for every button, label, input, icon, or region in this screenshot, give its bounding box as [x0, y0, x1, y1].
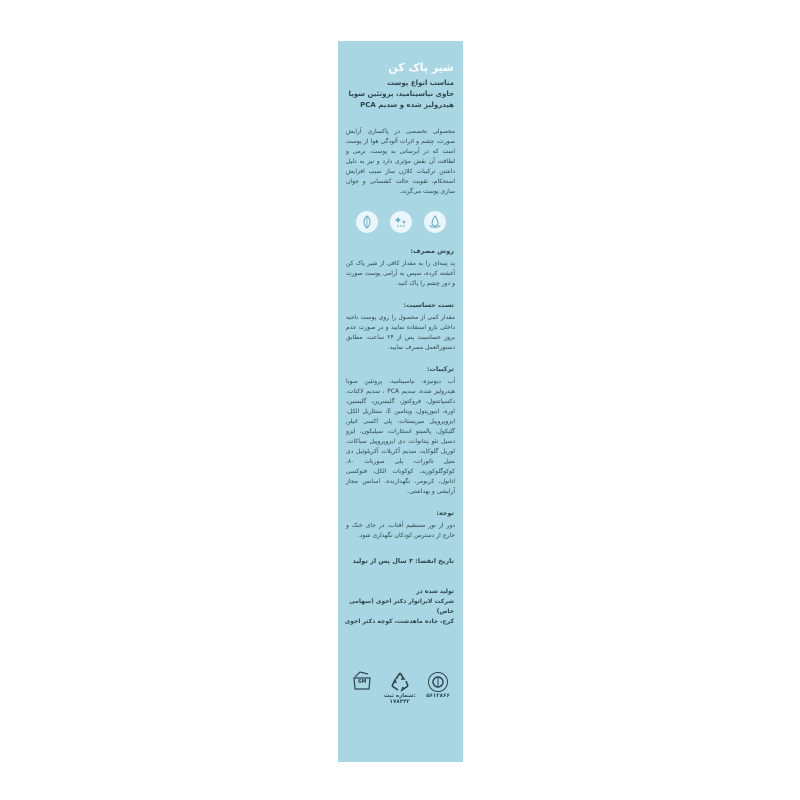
water-drop-icon	[424, 211, 446, 233]
recycle-symbol	[384, 671, 416, 705]
ingredients-heading: ترکیبات:	[426, 365, 454, 373]
producer-info	[344, 587, 454, 627]
sensitivity-heading: تست حساسیت:	[403, 301, 454, 309]
expiry-text: تاریخ انقضا: ۳ سال پس از تولید	[352, 557, 454, 565]
subtitle-line: هیدرولیز شده و سدیم PCA	[360, 101, 454, 109]
ingredients-text: آب دیونیزه، نیاسینامید، پروتئین سویا هیدرولیز شده، سدیم PCA ، سدیم لاکتات، دکسپانتنول، فروکتوز، گلیسرین، گلیسین، اوره، اینوزیتول، ویتامین E، ستئاریل الکل، ایزوپروپیل میریستات، پلی اکسی اتیلن گلیکول، پالمیتو استئارات، سیلیکون، ایزو دسیل نئو پنتانوات، دی ایزوپروپیل سباکات، لوریل گلوکاید، سدیم آکریلات آکریلوئیل دی متیل تائورات، پلی سوربات ۸۰، کوکوگلوکوزید، کوکونات الکل، فنوکسی اتانول، کربومر، نگهدارنده، اسانس مجاز آرایشی و بهداشتی.	[346, 378, 456, 495]
bottom-icons	[338, 671, 463, 705]
sparkle-icon	[390, 211, 412, 233]
subtitle-line: حاوی نیاسینامید، پروتئین سویا	[348, 90, 454, 98]
leaf-icon	[356, 211, 378, 233]
product-subtitle	[344, 78, 454, 111]
feature-icons	[344, 211, 457, 233]
pao-symbol	[351, 671, 373, 685]
recycle-icon	[389, 671, 411, 693]
barcode-number: ۵۶۱۲۸۶۶	[426, 693, 450, 699]
health-seal-icon	[427, 671, 449, 693]
caution-text: دور از نور مستقیم آفتاب، در جای خنک و خارج از دسترس کودکان نگهداری شود.	[346, 522, 455, 539]
caution-heading: توجه:	[436, 509, 454, 517]
usage-text: پد پنبه‌ای را به مقدار کافی از شیر پاک کن آغشته کرده، سپس به آرامی پوست صورت و دور چشم را پاک کنید.	[346, 260, 455, 287]
producer-line: کرج، جاده ماهدشت، کوچه دکتر اخوی	[344, 618, 454, 625]
producer-line: تولید شده در	[416, 588, 454, 595]
license-number: ۱۷۸۳۴۲	[389, 699, 410, 705]
producer-line: شرکت لابراتوار دکتر اخوی (سهامی خاص)	[349, 598, 454, 615]
sensitivity-text: مقدار کمی از محصول را روی پوست ناحیه داخلی بازو استفاده نمایید و در صورت عدم بروز حساسیت پس از ۲۴ ساعت، مطابق دستورالعمل مصرف نمایید.	[346, 314, 455, 351]
product-box-side	[338, 41, 463, 762]
usage-heading: روش مصرف:	[410, 247, 454, 255]
license-label: شماره ثبت:	[383, 693, 416, 699]
product-title: شیر پاک کن	[388, 61, 454, 74]
health-seal	[426, 671, 450, 699]
subtitle-line: مناسب انواع پوست	[387, 79, 454, 87]
intro-text: محصولی تخصصی در پاکسازی آرایش صورت، چشم و اثرات آلودگی هوا از پوست است که در آبرسانی به پوست، نرمی و لطافت آن نقش مؤثری دارد و نیز به دلیل داشتن ترکیبات کلاژن ساز سبب افزایش استحکام، تقویت حالت کشسانی و جوان سازی پوست می‌گردد.	[346, 128, 455, 195]
pao-label: 6M	[358, 679, 367, 685]
